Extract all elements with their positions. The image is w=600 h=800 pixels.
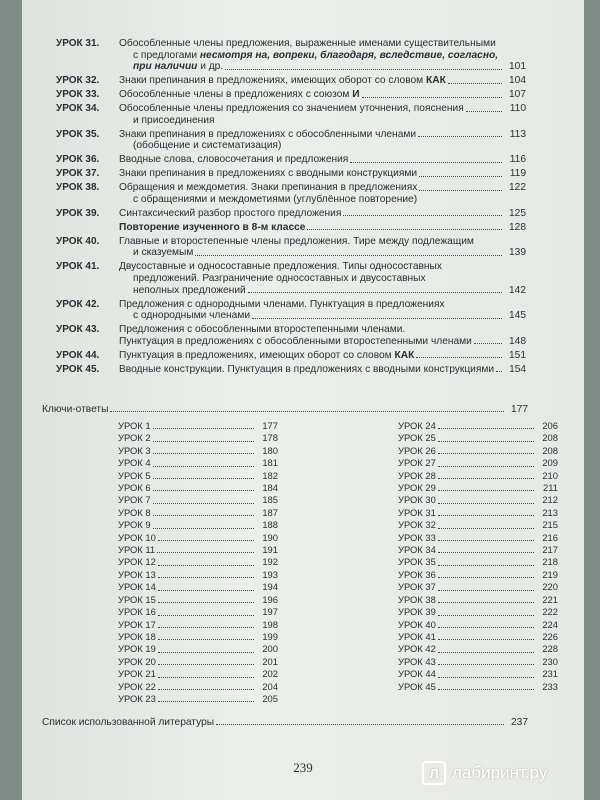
answer-page: 222 bbox=[542, 606, 558, 618]
leader-dots bbox=[153, 441, 254, 442]
toc-page: 154 bbox=[509, 363, 527, 375]
leader-dots bbox=[438, 590, 534, 591]
answer-lesson: УРОК 19 bbox=[118, 643, 156, 655]
answer-entry bbox=[118, 656, 278, 668]
answer-entry bbox=[398, 606, 558, 618]
answer-lesson: УРОК 3 bbox=[118, 444, 151, 456]
answer-lesson: УРОК 16 bbox=[118, 606, 156, 618]
answer-entry bbox=[398, 482, 558, 494]
lesson-number: УРОК 36. bbox=[56, 154, 100, 166]
lesson-title: Вводные слова, словосочетания и предложения bbox=[119, 154, 349, 166]
toc-section bbox=[56, 222, 526, 234]
answer-entry bbox=[398, 681, 558, 693]
leader-dots bbox=[158, 639, 254, 640]
leader-dots bbox=[438, 515, 534, 516]
leader-dots bbox=[419, 190, 502, 191]
answer-keys-label: Ключи-ответы bbox=[42, 404, 109, 415]
lesson-number: УРОК 32. bbox=[56, 75, 100, 87]
leader-dots bbox=[474, 343, 502, 344]
leader-dots bbox=[158, 652, 254, 653]
leader-dots bbox=[438, 664, 534, 665]
lesson-title: Главные и второстепенные члены предложения. Тире между подлежащим bbox=[119, 235, 474, 247]
answer-entry bbox=[118, 544, 278, 556]
leader-dots bbox=[158, 590, 254, 591]
leader-dots bbox=[419, 176, 502, 177]
answer-lesson: УРОК 33 bbox=[398, 531, 436, 543]
answer-entry bbox=[118, 693, 278, 705]
leader-dots bbox=[158, 615, 254, 616]
leader-dots bbox=[158, 677, 254, 678]
leader-dots bbox=[343, 215, 502, 216]
answer-lesson: УРОК 37 bbox=[398, 581, 436, 593]
literature-page: 237 bbox=[511, 717, 528, 728]
answer-entry bbox=[118, 470, 278, 482]
answer-page: 199 bbox=[262, 630, 278, 642]
leader-dots bbox=[252, 318, 502, 319]
leader-dots bbox=[307, 229, 502, 230]
answer-page: 221 bbox=[542, 593, 558, 605]
answer-lesson: УРОК 31 bbox=[398, 506, 436, 518]
lesson-title: Знаки препинания в предложениях, имеющих оборот со словом КАК bbox=[119, 75, 446, 87]
leader-dots bbox=[438, 602, 534, 603]
lesson-title: и сказуемым bbox=[133, 247, 194, 259]
answer-page: 204 bbox=[262, 680, 278, 692]
answer-lesson: УРОК 42 bbox=[398, 643, 436, 655]
lesson-title: Предложения с обособленными второстепенными членами. bbox=[119, 324, 406, 336]
answer-entry bbox=[118, 494, 278, 506]
answer-entry bbox=[398, 494, 558, 506]
toc-page: 101 bbox=[509, 61, 526, 73]
lesson-title: Двусоставные и односоставные предложения. Типы односоставных bbox=[119, 261, 442, 273]
answer-entry bbox=[398, 445, 558, 457]
answer-page: 184 bbox=[262, 482, 278, 494]
answer-page: 208 bbox=[542, 432, 558, 444]
answer-entry bbox=[118, 432, 278, 444]
lesson-number: УРОК 33. bbox=[56, 89, 100, 101]
answer-entry bbox=[118, 581, 278, 593]
answers-column-1 bbox=[118, 420, 278, 705]
toc-entry bbox=[56, 208, 526, 220]
answer-lesson: УРОК 27 bbox=[398, 457, 436, 469]
toc-page: 148 bbox=[509, 335, 526, 347]
answer-lesson: УРОК 1 bbox=[118, 420, 151, 431]
answer-lesson: УРОК 9 bbox=[118, 519, 151, 531]
answer-entry bbox=[398, 507, 558, 519]
answer-lesson: УРОК 24 bbox=[398, 420, 436, 431]
answer-page: 219 bbox=[542, 568, 558, 580]
leader-dots bbox=[438, 577, 534, 578]
leader-dots bbox=[110, 411, 504, 412]
answer-entry bbox=[118, 631, 278, 643]
watermark-text: лабиринт.ру bbox=[452, 763, 548, 782]
toc-page: 104 bbox=[509, 75, 526, 87]
answer-page: 216 bbox=[542, 531, 558, 543]
answer-entry bbox=[118, 619, 278, 631]
leader-dots bbox=[362, 97, 502, 98]
lesson-title: с предлогами несмотря на, вопреки, благодаря, вследствие, согласно, bbox=[133, 49, 499, 61]
answer-page: 215 bbox=[542, 519, 558, 531]
toc-entry bbox=[56, 168, 526, 180]
answer-lesson: УРОК 25 bbox=[398, 432, 436, 444]
toc-entry bbox=[56, 154, 526, 166]
answer-page: 212 bbox=[542, 494, 558, 506]
answer-lesson: УРОК 11 bbox=[118, 544, 156, 556]
answer-lesson: УРОК 4 bbox=[118, 457, 151, 469]
leader-dots bbox=[195, 255, 502, 256]
answer-lesson: УРОК 10 bbox=[118, 531, 156, 543]
answer-page: 206 bbox=[542, 420, 558, 431]
answer-lesson: УРОК 29 bbox=[398, 482, 436, 494]
toc-page: 128 bbox=[509, 221, 526, 233]
leader-dots bbox=[158, 664, 254, 665]
answer-lesson: УРОК 2 bbox=[118, 432, 151, 444]
lesson-title: Обращения и междометия. Знаки препинания в предложениях bbox=[119, 182, 418, 194]
answer-lesson: УРОК 30 bbox=[398, 494, 436, 506]
answer-keys-page: 177 bbox=[511, 404, 528, 415]
answer-entry bbox=[118, 457, 278, 469]
answer-entry bbox=[398, 569, 558, 581]
toc-entry bbox=[56, 129, 526, 152]
table-of-contents bbox=[56, 38, 526, 378]
leader-dots bbox=[418, 136, 502, 137]
answer-lesson: УРОК 44 bbox=[398, 668, 436, 680]
leader-dots bbox=[438, 677, 534, 678]
answer-entry bbox=[118, 519, 278, 531]
leader-dots bbox=[153, 528, 254, 529]
answer-page: 211 bbox=[543, 482, 558, 494]
answer-entry bbox=[118, 482, 278, 494]
answer-entry bbox=[398, 420, 558, 432]
answer-entry bbox=[118, 681, 278, 693]
answer-entry bbox=[118, 532, 278, 544]
literature-label: Список использованной литературы bbox=[42, 717, 215, 728]
answer-entry bbox=[398, 643, 558, 655]
answer-page: 193 bbox=[262, 568, 278, 580]
answer-entry bbox=[118, 507, 278, 519]
toc-entry bbox=[56, 89, 526, 101]
answer-lesson: УРОК 26 bbox=[398, 444, 436, 456]
lesson-number: УРОК 45. bbox=[56, 363, 100, 375]
leader-dots bbox=[158, 701, 254, 702]
answer-lesson: УРОК 38 bbox=[398, 593, 436, 605]
toc-page: 125 bbox=[509, 207, 526, 219]
answer-page: 198 bbox=[262, 618, 278, 630]
toc-page: 107 bbox=[509, 89, 526, 101]
leader-dots bbox=[448, 83, 502, 84]
answer-page: 201 bbox=[262, 655, 278, 667]
toc-entry bbox=[56, 299, 526, 322]
answer-entry bbox=[118, 643, 278, 655]
answer-page: 182 bbox=[262, 469, 278, 481]
lesson-title: Пунктуация в предложениях, имеющих оборот со словом КАК bbox=[119, 349, 415, 361]
toc-page: 110 bbox=[509, 103, 526, 115]
lesson-title: Обособленные члены предложения со значением уточнения, пояснения bbox=[119, 103, 464, 115]
leader-dots bbox=[153, 453, 254, 454]
answer-entry bbox=[398, 470, 558, 482]
answer-lesson: УРОК 41 bbox=[398, 630, 436, 642]
lesson-number: УРОК 35. bbox=[56, 128, 100, 140]
answer-page: 220 bbox=[542, 581, 558, 593]
answer-entry bbox=[398, 619, 558, 631]
answer-page: 202 bbox=[262, 668, 278, 680]
answer-page: 192 bbox=[262, 556, 278, 568]
answer-lesson: УРОК 18 bbox=[118, 630, 156, 642]
answer-entry bbox=[398, 656, 558, 668]
answer-page: 228 bbox=[542, 643, 558, 655]
answer-lesson: УРОК 39 bbox=[398, 606, 436, 618]
answer-lesson: УРОК 13 bbox=[118, 568, 156, 580]
lesson-title: Вводные конструкции. Пунктуация в предложениях с вводными конструкциями bbox=[119, 363, 495, 375]
answer-page: 200 bbox=[262, 643, 278, 655]
toc-entry bbox=[56, 350, 526, 362]
lesson-title: Предложения с однородными членами. Пунктуация в предложениях bbox=[119, 298, 445, 310]
toc-entry bbox=[56, 261, 526, 296]
answer-lesson: УРОК 8 bbox=[118, 506, 151, 518]
leader-dots bbox=[153, 515, 254, 516]
lesson-title: и присоединения bbox=[133, 114, 215, 126]
lesson-title: Синтаксический разбор простого предложения bbox=[119, 207, 342, 219]
answer-entry bbox=[398, 631, 558, 643]
answer-entry bbox=[398, 594, 558, 606]
answer-lesson: УРОК 22 bbox=[118, 680, 156, 692]
answer-lesson: УРОК 32 bbox=[398, 519, 436, 531]
leader-dots bbox=[438, 428, 534, 429]
answer-entry bbox=[118, 556, 278, 568]
lesson-title: Пунктуация в предложениях с обособленными второстепенными членами bbox=[119, 335, 472, 347]
answer-lesson: УРОК 35 bbox=[398, 556, 436, 568]
answer-page: 177 bbox=[262, 420, 278, 431]
toc-page: 142 bbox=[509, 284, 526, 296]
answer-page: 181 bbox=[262, 457, 278, 469]
answer-page: 233 bbox=[542, 680, 558, 692]
lesson-title: Знаки препинания в предложениях с вводными конструкциями bbox=[119, 168, 418, 180]
answer-lesson: УРОК 40 bbox=[398, 618, 436, 630]
answer-page: 224 bbox=[542, 618, 558, 630]
lesson-title: с обращениями и междометиями (углублённое повторение) bbox=[133, 193, 418, 205]
leader-dots bbox=[158, 689, 254, 690]
toc-entry bbox=[56, 38, 526, 73]
answer-entry bbox=[398, 668, 558, 680]
answer-entry bbox=[398, 556, 558, 568]
answer-lesson: УРОК 20 bbox=[118, 655, 156, 667]
toc-entry bbox=[56, 324, 526, 347]
answer-lesson: УРОК 7 bbox=[118, 494, 151, 506]
lesson-title: с однородными членами bbox=[133, 310, 251, 322]
leader-dots bbox=[158, 540, 254, 541]
answer-entry bbox=[398, 519, 558, 531]
lesson-title: Знаки препинания в предложениях с обособленными членами bbox=[119, 128, 417, 140]
lesson-title: при наличии и др. bbox=[133, 61, 224, 73]
lesson-number: УРОК 37. bbox=[56, 168, 100, 180]
answer-lesson: УРОК 34 bbox=[398, 544, 436, 556]
toc-entry bbox=[56, 236, 526, 259]
leader-dots bbox=[438, 565, 534, 566]
answer-page: 178 bbox=[262, 432, 278, 444]
answer-page: 190 bbox=[262, 531, 278, 543]
leader-dots bbox=[438, 540, 534, 541]
answer-page: 180 bbox=[262, 444, 278, 456]
answer-lesson: УРОК 21 bbox=[118, 668, 156, 680]
answer-lesson: УРОК 12 bbox=[118, 556, 156, 568]
toc-page: 116 bbox=[509, 154, 526, 166]
answer-lesson: УРОК 6 bbox=[118, 482, 151, 494]
book-page bbox=[22, 0, 584, 800]
answer-page: 187 bbox=[262, 506, 278, 518]
answer-lesson: УРОК 36 bbox=[398, 568, 436, 580]
lesson-number: УРОК 34. bbox=[56, 103, 100, 115]
answers-column-2 bbox=[398, 420, 558, 693]
leader-dots bbox=[438, 615, 534, 616]
answer-entry bbox=[118, 420, 278, 432]
leader-dots bbox=[216, 724, 504, 725]
leader-dots bbox=[438, 478, 534, 479]
leader-dots bbox=[438, 441, 534, 442]
leader-dots bbox=[153, 478, 254, 479]
answer-lesson: УРОК 17 bbox=[118, 618, 156, 630]
answer-page: 217 bbox=[542, 544, 558, 556]
answer-entry bbox=[398, 532, 558, 544]
answer-page: 226 bbox=[542, 630, 558, 642]
answer-lesson: УРОК 28 bbox=[398, 469, 436, 481]
answer-lesson: УРОК 23 bbox=[118, 692, 156, 704]
leader-dots bbox=[153, 428, 254, 429]
answer-page: 213 bbox=[542, 506, 558, 518]
lesson-title: Обособленные члены предложения, выраженные именами существительными bbox=[119, 38, 496, 49]
answer-page: 231 bbox=[542, 668, 558, 680]
leader-dots bbox=[225, 69, 502, 70]
answer-page: 196 bbox=[262, 593, 278, 605]
answer-entry bbox=[118, 445, 278, 457]
leader-dots bbox=[158, 602, 254, 603]
leader-dots bbox=[438, 503, 534, 504]
answer-page: 185 bbox=[262, 494, 278, 506]
leader-dots bbox=[466, 111, 502, 112]
leader-dots bbox=[438, 652, 534, 653]
answer-page: 194 bbox=[262, 581, 278, 593]
answer-entry bbox=[398, 581, 558, 593]
answer-lesson: УРОК 14 bbox=[118, 581, 156, 593]
answer-entry bbox=[118, 668, 278, 680]
answer-page: 197 bbox=[262, 606, 278, 618]
toc-page: 119 bbox=[509, 168, 526, 180]
answer-lesson: УРОК 43 bbox=[398, 655, 436, 667]
leader-dots bbox=[158, 627, 254, 628]
toc-page: 145 bbox=[509, 310, 526, 322]
toc-entry bbox=[56, 364, 526, 376]
leader-dots bbox=[438, 627, 534, 628]
leader-dots bbox=[496, 371, 502, 372]
watermark bbox=[422, 760, 582, 786]
lesson-title: предложений. Разграничение односоставных и двусоставных bbox=[133, 272, 426, 284]
answer-lesson: УРОК 45 bbox=[398, 680, 436, 692]
toc-page: 139 bbox=[509, 247, 526, 259]
lesson-number: УРОК 38. bbox=[56, 182, 100, 194]
lesson-number: УРОК 43. bbox=[56, 324, 100, 336]
answer-page: 210 bbox=[542, 469, 558, 481]
answer-lesson: УРОК 5 bbox=[118, 469, 151, 481]
answer-entry bbox=[118, 606, 278, 618]
leader-dots bbox=[153, 490, 254, 491]
leader-dots bbox=[438, 466, 534, 467]
toc-entry bbox=[56, 75, 526, 87]
answer-entry bbox=[118, 569, 278, 581]
answer-page: 191 bbox=[262, 544, 278, 556]
leader-dots bbox=[438, 689, 534, 690]
toc-entry bbox=[56, 182, 526, 205]
answer-entry bbox=[118, 594, 278, 606]
answer-page: 188 bbox=[262, 519, 278, 531]
leader-dots bbox=[438, 639, 534, 640]
leader-dots bbox=[153, 503, 254, 504]
leader-dots bbox=[350, 162, 502, 163]
page-number: 239 bbox=[293, 760, 313, 775]
lesson-title: (обобщение и систематизация) bbox=[133, 140, 282, 152]
leader-dots bbox=[157, 552, 254, 553]
leader-dots bbox=[158, 565, 254, 566]
answer-entry bbox=[398, 457, 558, 469]
literature-entry bbox=[42, 717, 528, 728]
lesson-number: УРОК 40. bbox=[56, 235, 100, 247]
toc-page: 151 bbox=[509, 349, 526, 361]
answer-page: 230 bbox=[542, 655, 558, 667]
lesson-number: УРОК 31. bbox=[56, 38, 100, 49]
labirint-logo-icon: Л bbox=[422, 761, 446, 785]
answer-lesson: УРОК 15 bbox=[118, 593, 156, 605]
lesson-number: УРОК 41. bbox=[56, 261, 100, 273]
lesson-title: Обособленные члены в предложениях с союзом И bbox=[119, 89, 360, 101]
lesson-number: УРОК 39. bbox=[56, 207, 100, 219]
leader-dots bbox=[438, 490, 534, 491]
leader-dots bbox=[438, 453, 534, 454]
toc-entry bbox=[56, 103, 526, 126]
section-title: Повторение изученного в 8-м классе bbox=[119, 221, 306, 233]
leader-dots bbox=[438, 528, 534, 529]
leader-dots bbox=[248, 292, 502, 293]
answer-keys-entry bbox=[42, 404, 528, 415]
answer-page: 209 bbox=[542, 457, 558, 469]
toc-page: 113 bbox=[509, 128, 526, 140]
lesson-number: УРОК 44. bbox=[56, 349, 100, 361]
leader-dots bbox=[153, 466, 254, 467]
answer-entry bbox=[398, 432, 558, 444]
answer-entry bbox=[398, 544, 558, 556]
answer-page: 218 bbox=[542, 556, 558, 568]
leader-dots bbox=[438, 552, 534, 553]
answer-page: 205 bbox=[262, 692, 278, 704]
lesson-number: УРОК 42. bbox=[56, 298, 100, 310]
toc-page: 122 bbox=[509, 182, 526, 194]
answer-page: 208 bbox=[542, 444, 558, 456]
leader-dots bbox=[416, 357, 502, 358]
leader-dots bbox=[158, 577, 254, 578]
lesson-title: неполных предложений bbox=[133, 284, 246, 296]
